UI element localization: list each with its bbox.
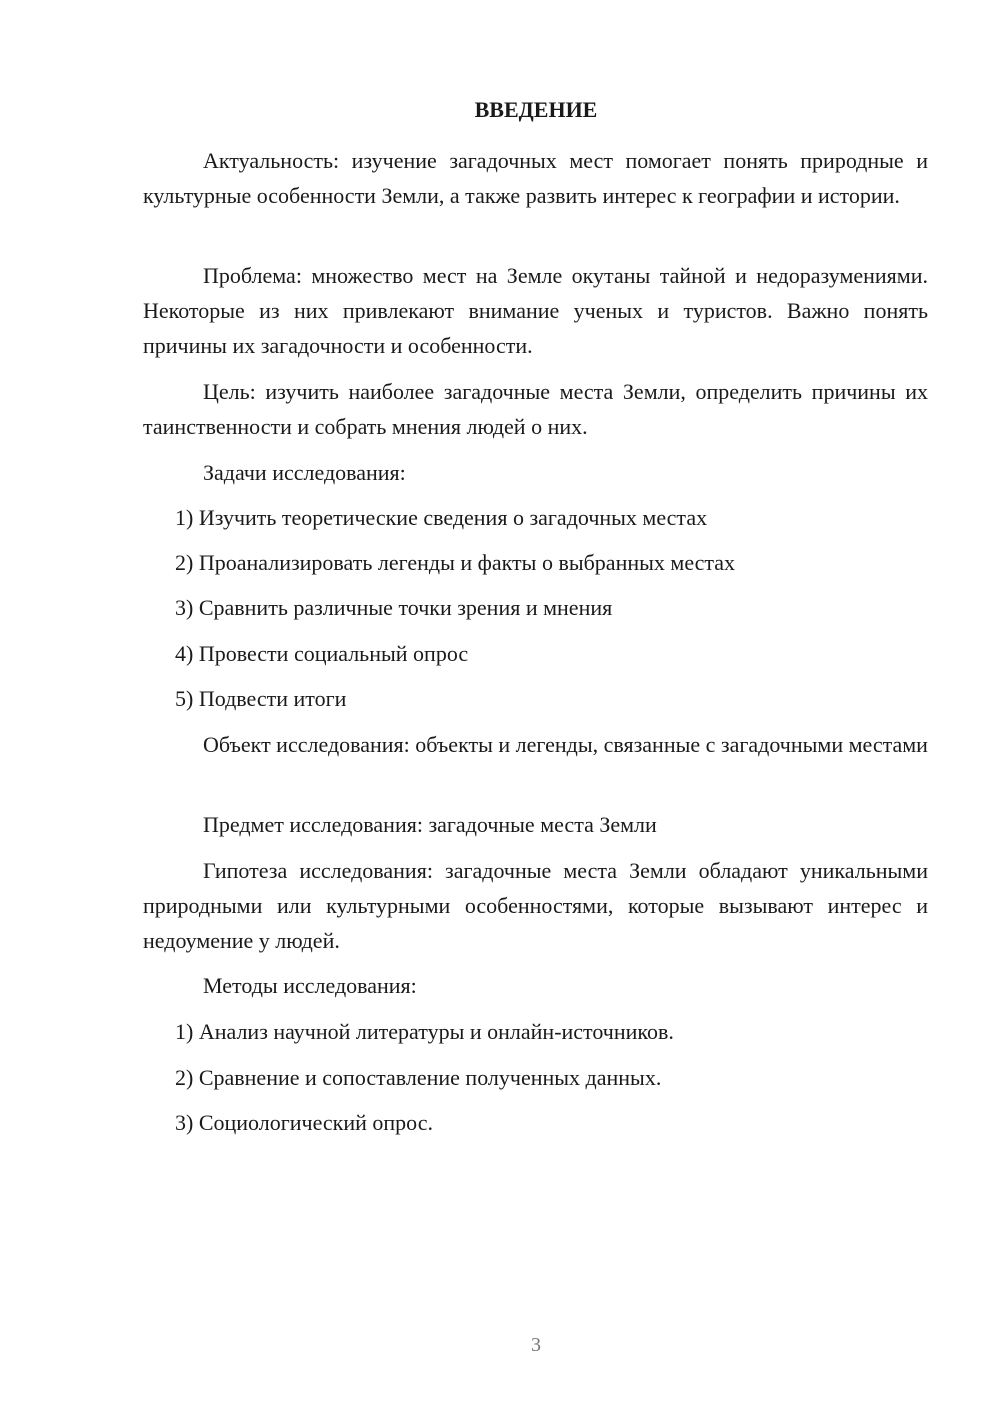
task-item: 4) Провести социальный опрос (175, 641, 469, 666)
task-item: 2) Проанализировать легенды и факты о выбранных местах (175, 550, 736, 575)
tasks-heading: Задачи исследования: (203, 460, 406, 485)
task-item: 3) Сравнить различные точки зрения и мнения (175, 595, 613, 620)
method-item: 3) Социологический опрос. (175, 1110, 433, 1135)
subject-paragraph: Предмет исследования: загадочные места Земли (203, 812, 657, 837)
actuality-paragraph: Актуальность: изучение загадочных мест помогает понять природные и культурные особенности Земли, а также развить интерес к географии и истории. (143, 148, 928, 208)
page-title: ВВЕДЕНИЕ (474, 97, 598, 122)
methods-heading: Методы исследования: (203, 973, 417, 998)
object-paragraph: Объект исследования: объекты и легенды, связанные с загадочными местами (203, 732, 928, 757)
method-item: 2) Сравнение и сопоставление полученных данных. (175, 1065, 662, 1090)
goal-paragraph: Цель: изучить наиболее загадочные места Земли, определить причины их таинственности и собрать мнения людей о них. (143, 379, 928, 439)
task-item: 5) Подвести итоги (175, 686, 347, 711)
method-item: 1) Анализ научной литературы и онлайн-источников. (175, 1019, 674, 1044)
problem-paragraph: Проблема: множество мест на Земле окутаны тайной и недоразумениями. Некоторые из них привлекают внимание ученых и туристов. Важно понять причины их загадочности и особенности. (143, 263, 928, 358)
page-number: 3 (531, 1334, 541, 1356)
hypothesis-paragraph: Гипотеза исследования: загадочные места Земли обладают уникальными природными или культурными особенностями, которые вызывают интерес и недоумение у людей. (143, 858, 928, 953)
task-item: 1) Изучить теоретические сведения о загадочных местах (175, 505, 708, 530)
